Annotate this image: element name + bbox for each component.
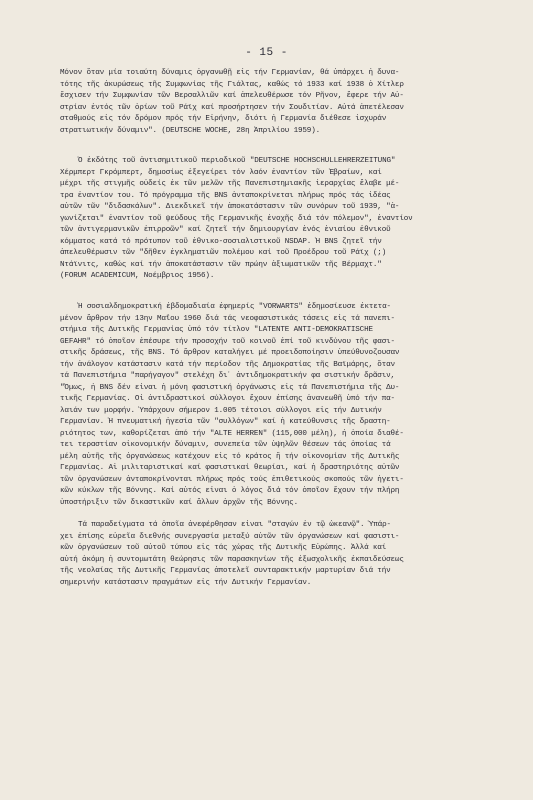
text-line: στικῆς δράσεως, τῆς BNS. Τό ἄρθρον καταλήγει μέ προειδοποίησιν ὑπεύθυνοζουσαν [60,349,400,357]
text-line: τρα ἐναντίον του. Τό πρόγραμμα τῆς BNS ἀνταποκρίνεται πλήρως πρός τάς ἰδέας [60,191,391,200]
text-line: αὐτή ἀκόμη ἡ συντομωτάτη θεώρησις τῶν παρασκηνίων τῆς ἐξωσχολικῆς ἐκπαιδεύσεως [60,555,404,564]
text-line: τά Πανεπιστήμια "παρήγαγον" στελέχη δι᾽ ἀντιδημοκρατικήν φα σιστικήν δρᾶσιν, [60,372,395,380]
text-line: κόμματος κατά τό πρότυπον τοῦ ἐθνικο-σοσιαλιστικοῦ NSDAP. Ἡ BNS ζητεῖ τήν [60,237,382,246]
text-line: Γερμανίας. Αἱ μιλιταριστικαί καί φασιστικαί θεωρίαι, καί ἡ δραστηριότης αὐτῶν [60,464,400,472]
text-line: Χέρμπερτ Γκρόμπερτ, δημοσίως ἐξεγείρει τόν λαόν ἐναντίον τῶν Ἑβραίων, καί [60,168,382,177]
text-line: κῶν ὀργανώσεων τοῦ αὐτοῦ τύπου εἰς τάς χώρας τῆς Δυτικῆς Εὐρώπης. Ἀλλά καί [60,544,387,552]
text-line: αὐτῶν τῶν "διδασκάλων". Διεκδικεῖ τήν ἀποκατάστασιν τῶν συνόρων τοῦ 1939, "ἀ- [60,203,400,211]
text-line: τικῆς Γερμανίας. Οἱ ἀντιδραστικοί σύλλογοι ἔχουν ἐπίσης ἀνανεωθῆ ὑπό τήν πα- [60,395,395,403]
text-line: σημερινήν κατάστασιν πραγμάτων εἰς τήν Δυτικήν Γερμανίαν. [60,578,312,587]
page-number: - 15 - [245,47,288,59]
text-line: Τά παραδείγματα τά ὁποῖα ἀνεφέρθησαν εἶναι "σταγών ἐν τῷ ὠκεανῷ". Ὑπάρ- [78,521,391,529]
text-line: τει τεραστίαν οἰκονομικήν δύναμιν, συνεπεία τῶν ὑψηλῶν θέσεων τάς ὁποίας τά [60,441,391,449]
text-line: Ὁ ἐκδότης τοῦ ἀντισημιτικοῦ περιοδικοῦ "DEUTSCHE HOCHSCHULLEHRERZEITUNG" [78,157,396,165]
paragraph-2 [60,156,500,283]
text-line: γωνίζεται" ἐναντίον τοῦ ψεύδους τῆς Γερμανικῆς ἐνοχῆς διά τόν πόλεμον", ἐναντίον [60,214,413,223]
text-line: τῶν ἀντιγερμανικῶν ἐπιρροῶν" καί ζητεῖ τήν δημιουργίαν ἑνός ἑνιαίου ἐθνικοῦ [60,226,391,234]
text-line: τότης τῆς ἀκυρώσεως τῆς Συμφωνίας τῆς Γιάλτας, καθώς τό 1933 καί 1938 ὁ Χίτλερ [60,80,404,89]
text-line: μέχρι τῆς στιγμῆς οὐδείς ἐκ τῶν μελῶν τῆς Πανεπιστημιακῆς ἱεραρχίας ἔλαβε μέ- [60,180,400,188]
text-line: λαιάν των μορφήν. Ὑπάρχουν σήμερον 1.005 τέτοιοι σύλλογοι εἰς τήν Δυτικήν [60,406,382,415]
text-line: Ντάϊνιτς, καθώς καί τήν ἀποκατάστασιν τῶν πρώην ἀξιωματικῶν τῆς Βέρμαχτ." [60,260,382,269]
text-line: Γερμανίαν. Ἡ πνευματική ἡγεσία τῶν "συλλόγων" καί ἡ κατεύθυνσις τῆς δραστη- [60,418,391,426]
text-line: τῶν ὀργανώσεων ἀνταποκρίνονται πλήρως πρός τούς ἐπιθετικούς σκοπούς τῶν ἡγετι- [60,475,404,484]
text-line: (FORUM ACADEMICUM, Νοέμβριος 1956). [60,272,215,280]
paragraph-4 [60,520,500,589]
text-line: ἀπελευθέρωσιν τῶν "δῆθεν ἐγκληματιῶν πολέμου καί τοῦ Προέδρου τοῦ Ράϊχ (;) [60,249,387,257]
paragraph-3 [60,302,500,509]
text-line: ὑποστήριξιν τῶν δικαστικῶν καί ἄλλων ἀρχῶν τῆς Βόννης. [60,498,298,507]
text-line: ἔσχισεν τήν Συμφωνίαν τῶν Βερσαλλιῶν καί ἀπελευθέρωσε τόν Ρῆνον, ἔφερε τήν Αὐ- [60,92,404,100]
text-line: μένον ἄρθρον τήν 13ην Μαΐου 1960 διά τάς νεοφασιστικάς τάσεις εἰς τά πανεπι- [60,314,395,323]
text-line: Μόνον ὅταν μία τοιαύτη δύναμις ὀργανωθῇ εἰς τήν Γερμανίαν, θά ὑπάρχει ἡ δυνα- [60,69,400,77]
text-line: μέλη αὐτῆς τῆς ὀργανώσεως κατέχουν εἰς τό κράτος ἢ τήν οἰκονομίαν τῆς Δυτικῆς [60,452,400,461]
text-line: GEFAHR" τό ὁποῖον ἐπέσυρε τήν προσοχήν τοῦ κοινοῦ ἐπί τοῦ κινδύνου τῆς φασι- [60,337,395,346]
text-line: χει ἐπίσης εὐρεῖα διεθνής συνεργασία μεταξύ αὐτῶν τῶν ὀργανώσεων καί φασιστι- [60,532,400,541]
paragraph-1 [60,68,500,137]
text-line: κῶν κύκλων τῆς Βόννης. Καί αὐτός εἶναι ὁ λόγος διά τόν ὁποῖον ἔχουν τήν πλήρη [60,487,400,495]
text-line: ριότητος των, καθορίζεται ἀπό τήν "ALTE HERREN" (115,000 μέλη), ἡ ὁποία διαθέ- [60,429,404,438]
text-line: τήν ἀνάλογον κατάστασιν κατά τήν περίοδον τῆς Δημοκρατίας τῆς Βαϊμάρης, ὅταν [60,360,395,369]
text-line: τῆς νεολαίας τῆς Δυτικῆς Γερμανίας ἀποτελεῖ συνταρακτικήν μαρτυρίαν διά τήν [60,567,391,575]
text-line: σταθμούς εἰς τόν δρόμον πρός τήν Εἰρήνην, διότι ἡ Γερμανία διέθεσε ἰσχυράν [60,115,387,123]
text-line: στήμια τῆς Δυτικῆς Γερμανίας ὑπό τόν τίτλον "LATENTE ANTI-DEMOKRATISCHE [60,326,373,334]
text-line: Ἡ σοσιαλδημοκρατική ἑβδομαδιαία ἐφημερίς "VORWARTS" ἐδημοσίευσε ἐκτετα- [78,303,391,311]
text-line: στρίαν ἐντός τῶν ὁρίων τοῦ Ράϊχ καί προσήρτησεν τήν Σουδιτίαν. Αὐτά ἀπετέλεσαν [60,103,404,112]
text-line: "Ὅμως, ἡ BNS δέν εἶναι ἡ μόνη φασιστική ὀργάνωσις εἰς τά Πανεπιστήμια τῆς Δυ- [60,383,400,392]
text-line: στρατιωτικήν δύναμιν". (DEUTSCHE WOCHE, 28η Ἀπριλίου 1959). [60,126,321,135]
